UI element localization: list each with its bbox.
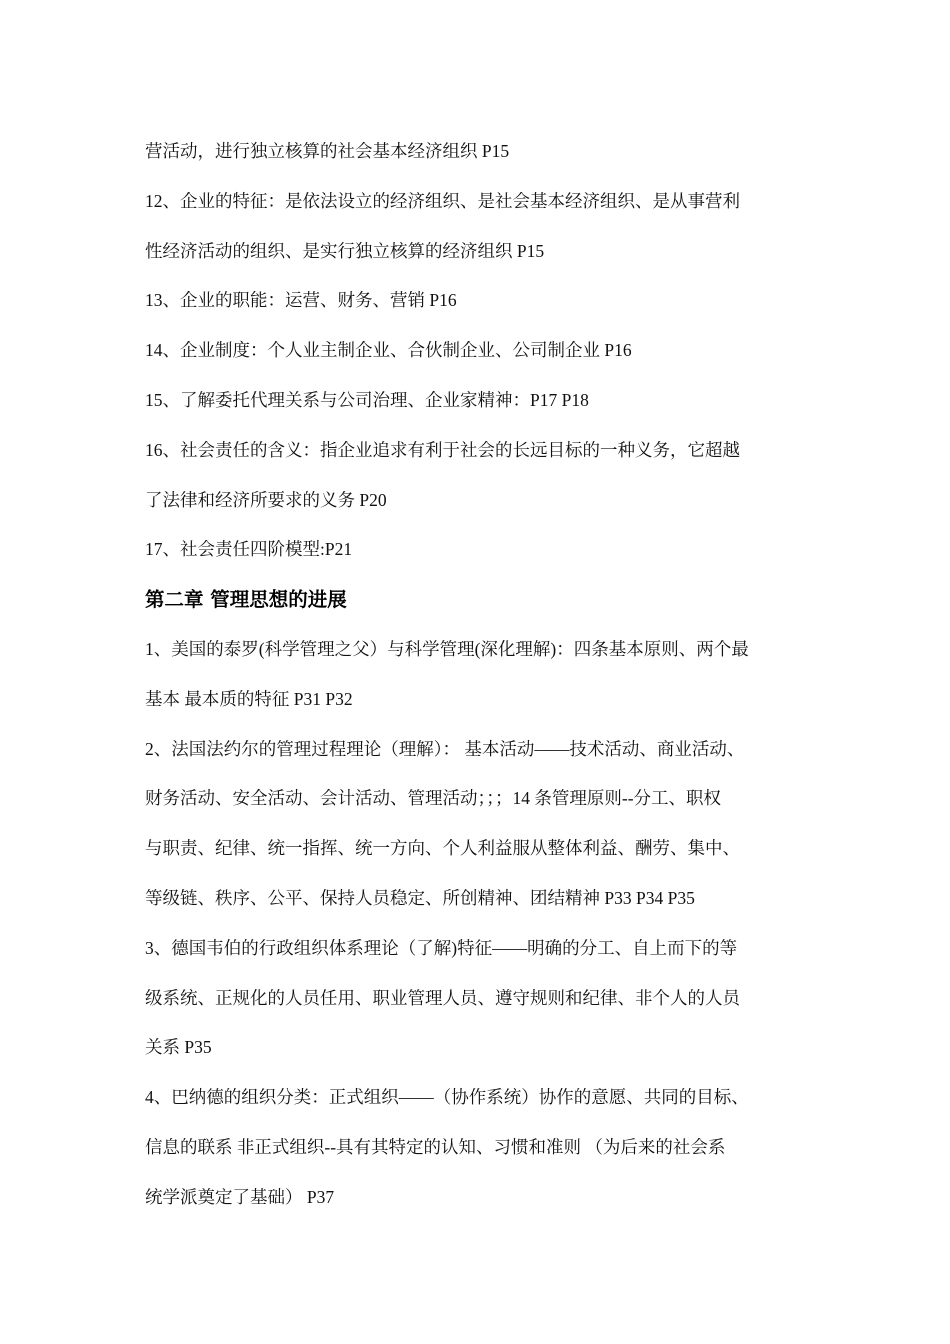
text-line: 12、企业的特征：是依法设立的经济组织、是社会基本经济组织、是从事营利 (145, 190, 740, 211)
text-line: 了法律和经济所要求的义务 P20 (145, 489, 387, 510)
text-line: 统学派奠定了基础） P37 (145, 1186, 335, 1207)
text-line: 营活动，进行独立核算的社会基本经济组织 P15 (145, 141, 510, 161)
text-line: 2、法国法约尔的管理过程理论（理解）： 基本活动——技术活动、商业活动、 (145, 738, 745, 759)
chapter-heading: 第二章 管理思想的进展 (145, 588, 347, 612)
text-line: 基本 最本质的特征 P31 P32 (145, 688, 353, 709)
text-line: 级系统、正规化的人员任用、职业管理人员、遵守规则和纪律、非个人的人员 (145, 987, 740, 1008)
text-line: 信息的联系 非正式组织--具有其特定的认知、习惯和准则 （为后来的社会系 (145, 1136, 726, 1157)
text-line: 与职责、纪律、统一指挥、统一方向、个人利益服从整体利益、酬劳、集中、 (145, 838, 740, 859)
text-line: 等级链、秩序、公平、保持人员稳定、所创精神、团结精神 P33 P34 P35 (145, 887, 695, 908)
text-line: 1、美国的泰罗(科学管理之父）与科学管理(深化理解)：四条基本原则、两个最 (145, 638, 749, 659)
text-line: 财务活动、安全活动、会计活动、管理活动；；；14 条管理原则--分工、职权 (145, 788, 722, 809)
text-line: 4、巴纳德的组织分类：正式组织——（协作系统）协作的意愿、共同的目标、 (145, 1087, 749, 1108)
document-body (145, 127, 825, 1223)
text-line: 14、企业制度：个人业主制企业、合伙制企业、公司制企业 P16 (145, 340, 632, 361)
text-line: 13、企业的职能：运营、财务、营销 P16 (145, 290, 457, 311)
text-line: 关系 P35 (145, 1037, 212, 1058)
text-line: 16、社会责任的含义：指企业追求有利于社会的长远目标的一种义务，它超越 (145, 439, 740, 460)
text-line: 15、了解委托代理关系与公司治理、企业家精神：P17 P18 (145, 389, 589, 410)
text-line: 3、德国韦伯的行政组织体系理论（了解)特征——明确的分工、自上而下的等 (145, 937, 738, 958)
text-line: 17、社会责任四阶模型:P21 (145, 539, 353, 560)
text-line: 性经济活动的组织、是实行独立核算的经济组织 P15 (145, 240, 545, 261)
